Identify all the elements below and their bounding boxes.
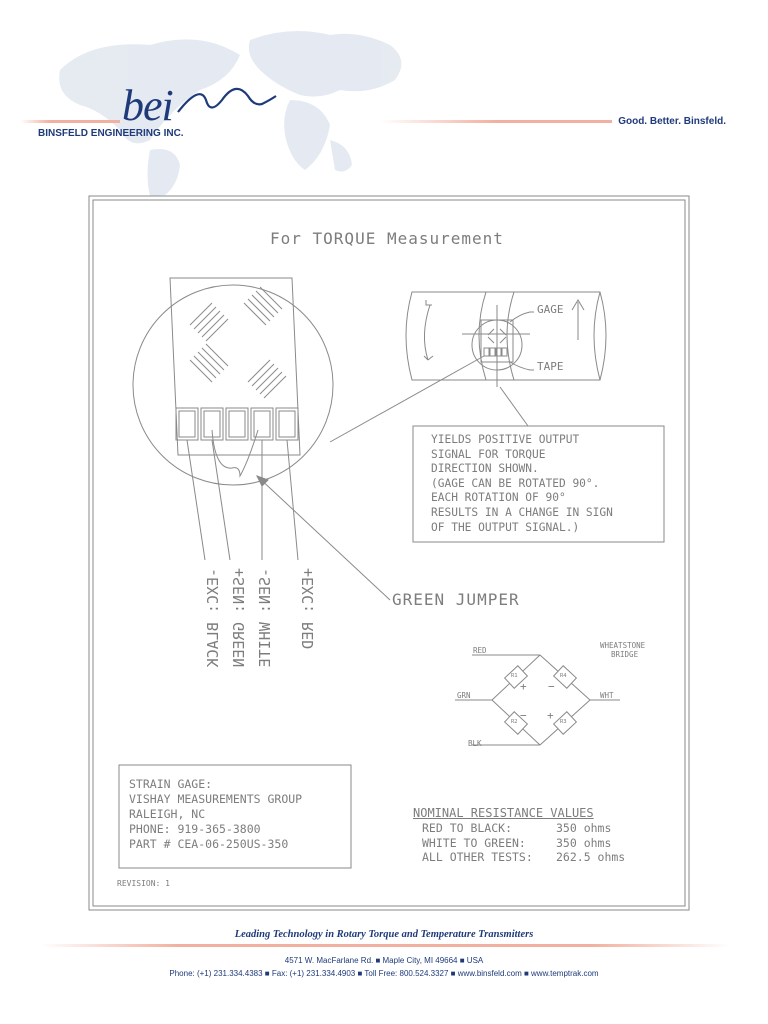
wire-label-plus-sen: +SEN: GREEN [230, 568, 248, 668]
drawing-title: For TORQUE Measurement [270, 229, 504, 248]
note-text [431, 433, 613, 535]
gage-grid-pattern [190, 287, 286, 398]
resistance-label: ALL OTHER TESTS: [422, 850, 533, 864]
footer-address: 4571 W. MacFarlane Rd. ■ Maple City, MI 49664 ■ USA [284, 956, 484, 965]
note-line: DIRECTION SHOWN. [431, 462, 539, 476]
strain-gage-info [129, 777, 302, 852]
note-leader [500, 387, 528, 426]
strain-gage-line: STRAIN GAGE: [129, 777, 213, 791]
footer-slogan: Leading Technology in Rotary Torque and Temperature Transmitters [234, 929, 534, 940]
wire-label-minus-sen: -SEN: WHITE [256, 568, 274, 668]
callout-tape: TAPE [537, 360, 564, 373]
note-line: RESULTS IN A CHANGE IN SIGN [431, 505, 613, 519]
bridge-plus-top: + [520, 680, 527, 693]
tagline: Good. Better. Binsfeld. [618, 116, 726, 127]
jumper-leader [257, 476, 390, 600]
gage-body [170, 278, 300, 455]
callout-gage: GAGE [537, 303, 564, 316]
bridge-r2: R2 [511, 719, 518, 725]
gage-solder-tabs [176, 408, 298, 440]
wire-label-plus-exc: +EXC: RED [299, 568, 317, 650]
footer-contact: Phone: (+1) 231.334.4383 ■ Fax: (+1) 231.334.4903 ■ Toll Free: 800.524.3327 ■ www.binsfeld.com ■ www.temptrak.com [169, 969, 599, 978]
bridge-minus-bottom: − [520, 709, 527, 722]
bridge-plus-bottom: + [547, 709, 554, 722]
bridge-label-grn: GRN [457, 691, 471, 700]
strain-gage-line: PHONE: 919-365-3800 [129, 822, 261, 836]
note-line: EACH ROTATION OF 90° [431, 491, 566, 505]
bridge-r1: R1 [511, 673, 518, 679]
strain-gage-line: VISHAY MEASUREMENTS GROUP [129, 792, 303, 806]
resistance-value: 350 ohms [556, 821, 612, 835]
shaft [406, 292, 606, 387]
bridge-r3: R3 [560, 719, 567, 725]
magnifier-leader [330, 356, 484, 442]
note-line: SIGNAL FOR TORQUE [431, 447, 546, 461]
resistance-label: WHITE TO GREEN: [422, 835, 526, 850]
footer-rule [0, 944, 768, 950]
bridge-label-blk: BLK [468, 739, 482, 748]
bridge-label-red: RED [473, 646, 487, 655]
bridge-title-2: BRIDGE [611, 650, 639, 659]
revision-label: REVISION: 1 [117, 879, 170, 888]
resistance-label: RED TO BLACK: [422, 821, 513, 835]
resistance-value: 350 ohms [556, 835, 612, 850]
note-line: (GAGE CAN BE ROTATED 90°. [431, 476, 600, 490]
logo-text: bei [122, 81, 173, 130]
bridge-minus-top: − [548, 680, 555, 693]
note-line: YIELDS POSITIVE OUTPUT [431, 433, 580, 446]
note-line: OF THE OUTPUT SIGNAL.) [431, 520, 580, 534]
wheatstone-bridge [455, 655, 620, 745]
company-name: BINSFELD ENGINEERING INC. [38, 128, 184, 139]
resistance-title: NOMINAL RESISTANCE VALUES [413, 806, 594, 820]
wire-label-minus-exc: -EXC: BLACK [204, 568, 222, 668]
bridge-label-wht: WHT [600, 691, 614, 700]
bridge-r4: R4 [560, 673, 567, 679]
strain-gage-line: PART # CEA-06-250US-350 [129, 837, 289, 851]
bridge-title-1: WHEATSTONE [600, 641, 646, 650]
resistance-value: 262.5 ohms [556, 850, 626, 864]
strain-gage-line: RALEIGH, NC [129, 807, 206, 821]
green-jumper-label: GREEN JUMPER [392, 590, 520, 609]
lead-wires [187, 440, 298, 560]
